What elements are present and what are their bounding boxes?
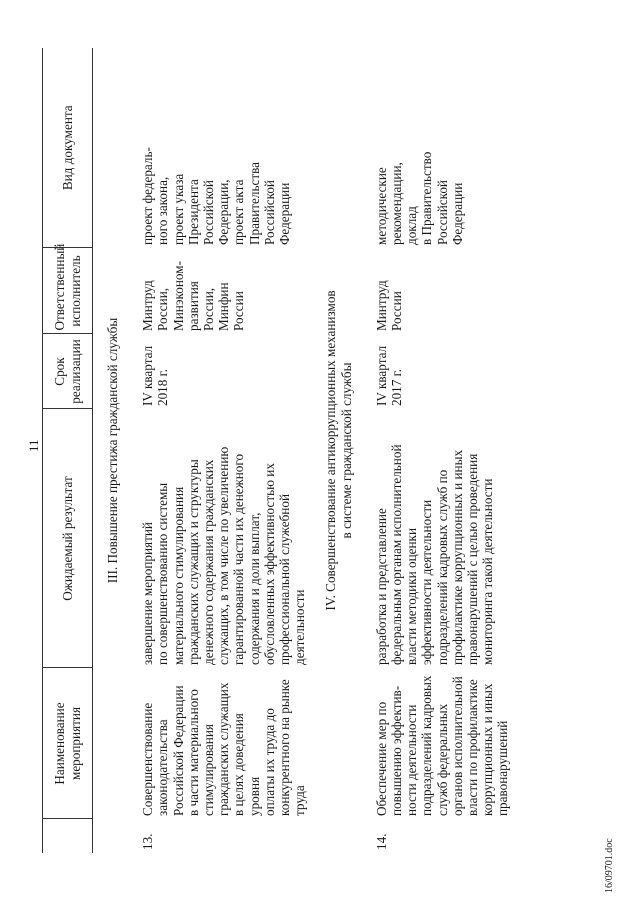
row-number: 13. [140,833,156,850]
action-plan-table [42,48,515,853]
section-row [311,48,367,853]
table-header-row [43,48,93,853]
document-type-cell: методические рекомендации, доклад в Правительство Российской Федерации [373,151,465,245]
header-action-name: Наименование мероприятия [43,668,93,819]
section-title-3: III. Повышение престижа гражданской службы [105,317,120,584]
term-cell: IV квартал 2017 г. [373,345,405,406]
header-document-type: Вид документа [43,48,93,248]
term-cell: IV квартал 2018 г. [140,345,171,406]
expected-result-cell: разработка и представление федеральным органам исполнительной власти методики оценки эффективности деятельности подразделений кадровых служб по профилактике коррупционных и иных правонарушений с целью проведения мониторинга такой деятельности [373,444,496,665]
header-term: Срок реализации [43,334,93,409]
section-title-4: IV. Совершенствование антикоррупционных механизмов в системе гражданской службы [323,290,354,611]
table-row [134,48,311,853]
expected-result-cell: завершение мероприятий по совершенствованию системы материального стимулирования гражданских служащих и структуры денежного содержания гражданских служащих, в том числе по увеличению гарантированной части их денежного содержания и доли выплат, обусловленных эффективностью их профессиональной служебной деятельности [140,446,308,665]
action-name-cell: Совершенствование законодательства Российской Федерации в части материального стимулирования гражданских служащих в целях доведения уровня оплаты их труда до конкурентного на рынке труда [140,679,308,816]
row-number: 14. [373,833,389,850]
rotated-page-content [42,48,602,853]
header-expected-result: Ожидаемый результат [43,409,93,668]
document-type-cell: проект федераль- ного закона, проект указа Президента Российской Федерации, проект акта Правительства Российской Федерации [140,147,293,245]
action-name-cell: Обеспечение мер по повышению эффектив- ности деятельности подразделений кадровых служб федеральных органов исполнительной власти по профилактике коррупционных и иных правонарушений [373,675,511,816]
table-row [368,48,515,853]
header-number [43,819,93,853]
document-code: 16/09701.doc [604,838,615,893]
section-row [93,48,135,853]
page-number: 11 [26,439,41,452]
responsible-cell: Минтруд России, Минэконом- развития России, Минфин России [140,261,247,331]
responsible-cell: Минтруд России [373,280,405,331]
header-responsible: Ответственный исполнитель [43,248,93,334]
